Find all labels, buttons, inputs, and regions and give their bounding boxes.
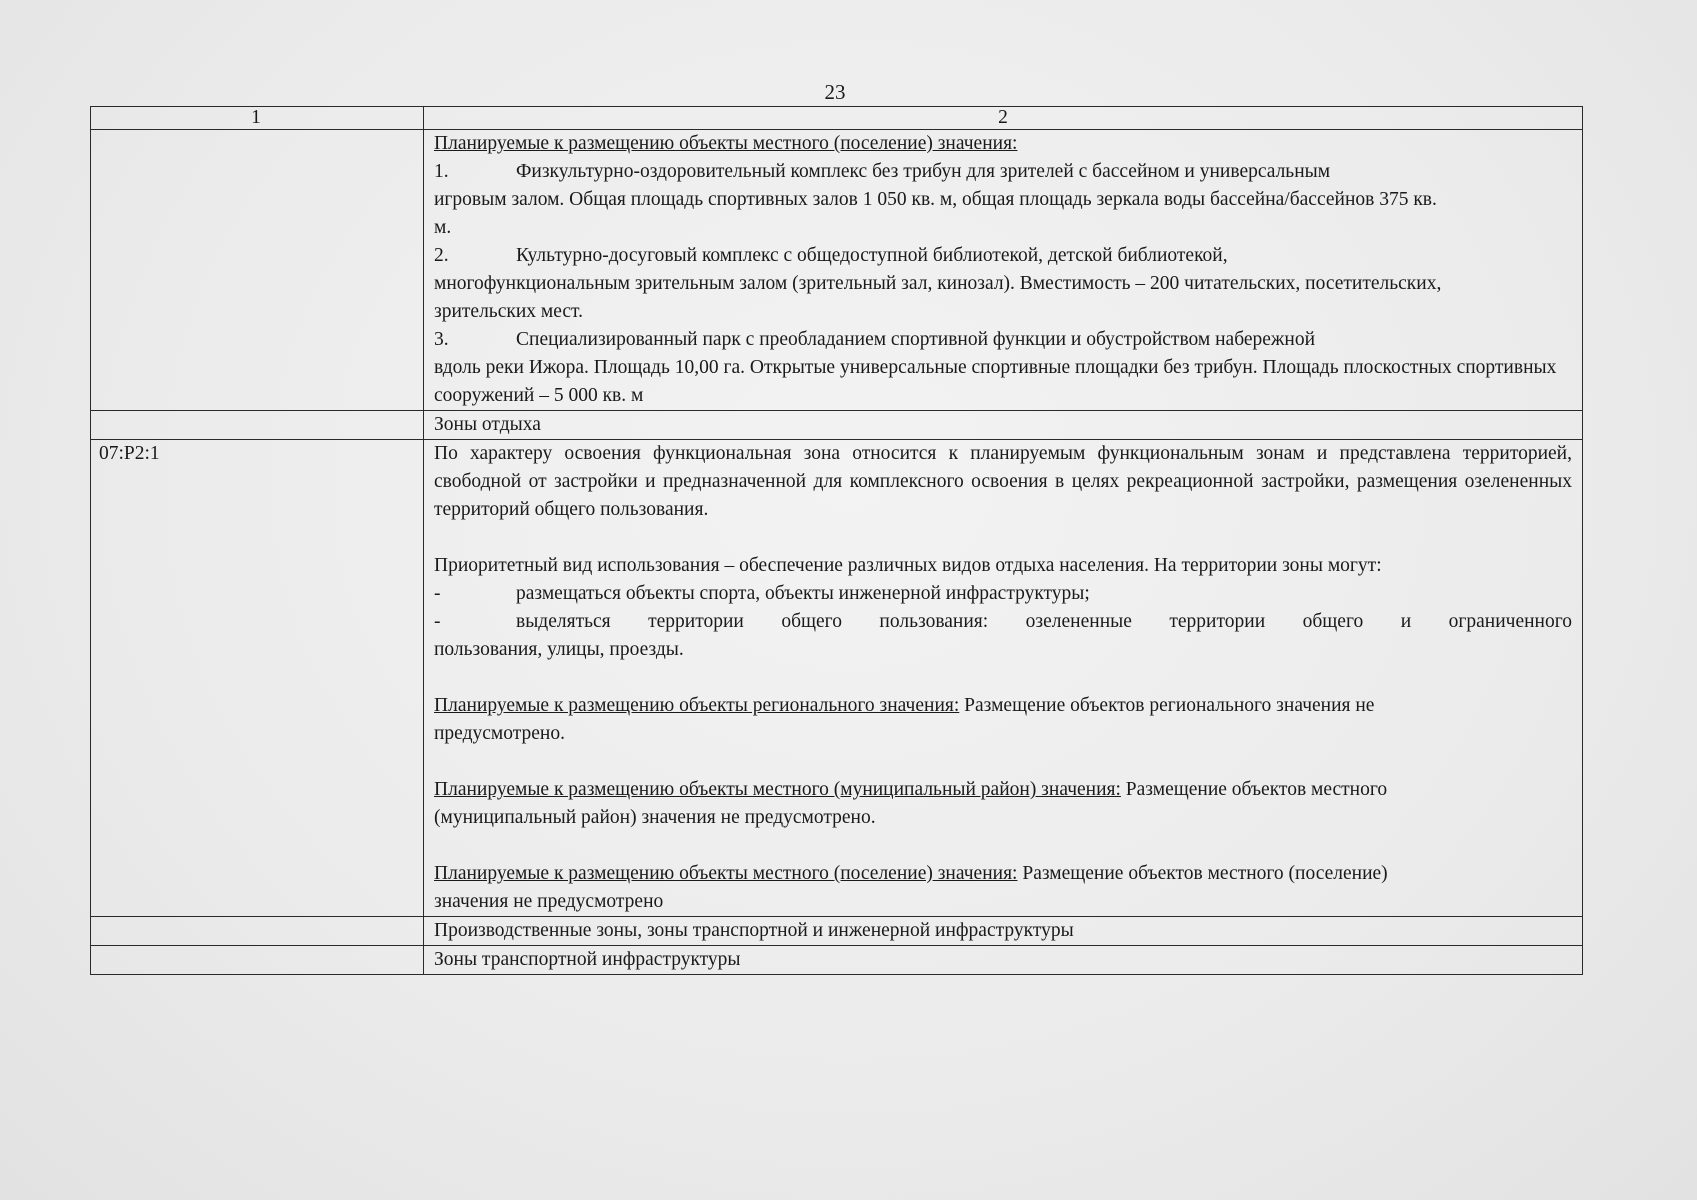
item-number: 2. <box>434 245 449 266</box>
dash-marker: - <box>434 611 441 632</box>
local-objects-text: Размещение объектов местного (поселение) значения не предусмотрено <box>434 863 1388 912</box>
dash-text-rest: пользования, улицы, проезды. <box>434 639 684 660</box>
header-col-2: 2 <box>424 107 1583 130</box>
item-text-rest: вдоль реки Ижора. Площадь 10,00 га. Открытые универсальные спортивные площадки без трибун. Площадь плоскостных спортивных сооружений – 5 000 кв. м <box>434 357 1557 406</box>
local-objects-heading: Планируемые к размещению объекты местного (поселение) значения: <box>434 133 1018 154</box>
table-row <box>91 411 1583 440</box>
item-text-rest: многофункциональным зрительным залом (зрительный зал, кинозал). Вместимость – 200 читательских, посетительских, зрительских мест. <box>434 273 1442 322</box>
zone-group-title: Производственные зоны, зоны транспортной и инженерной инфраструктуры <box>424 917 1583 946</box>
row4-col1 <box>91 917 424 946</box>
zone-paragraph-2: Приоритетный вид использования – обеспечение различных видов отдыха населения. На территории зоны могут: <box>434 555 1382 576</box>
page-number: 23 <box>824 80 846 104</box>
item-text-first: Специализированный парк с преобладанием спортивной функции и обустройством набережной <box>516 329 1316 350</box>
item-text-rest: игровым залом. Общая площадь спортивных залов 1 050 кв. м, общая площадь зеркала воды бассейна/бассейнов 375 кв. м. <box>434 189 1437 238</box>
table-header-row <box>91 107 1583 130</box>
local-objects-heading-2: Планируемые к размещению объекты местного (поселение) значения: <box>434 863 1018 884</box>
municipal-objects-heading: Планируемые к размещению объекты местного (муниципальный район) значения: <box>434 779 1121 800</box>
dash-text-first: выделяться территории общего пользования: озелененные территории общего и ограниченного <box>516 611 1572 632</box>
zones-table <box>90 106 1583 975</box>
dash-text: размещаться объекты спорта, объекты инженерной инфраструктуры; <box>516 583 1090 604</box>
list-item <box>434 158 1572 186</box>
row1-col2 <box>424 130 1583 411</box>
table-row <box>91 130 1583 411</box>
list-item <box>434 326 1572 354</box>
list-item <box>434 608 1572 636</box>
zone-description <box>424 440 1583 917</box>
header-col-1: 1 <box>91 107 424 130</box>
dash-marker: - <box>434 583 441 604</box>
item-number: 1. <box>434 161 449 182</box>
item-text-first: Физкультурно-оздоровительный комплекс без трибун для зрителей с бассейном и универсальным <box>516 161 1331 182</box>
zone-paragraph-1: По характеру освоения функциональная зона относится к планируемым функциональным зонам и представлена территорией, свободной от застройки и предназначенной для комплексного освоения в целях рекреационной застройки, размещения озелененных территорий общего пользования. <box>434 443 1572 520</box>
municipal-objects-block <box>434 776 1484 832</box>
row1-col1 <box>91 130 424 411</box>
regional-objects-text: Размещение объектов регионального значения не предусмотрено. <box>434 695 1375 744</box>
zone-code: 07:Р2:1 <box>91 440 424 917</box>
regional-objects-block <box>434 692 1444 748</box>
item-text-first: Культурно-досуговый комплекс с общедоступной библиотекой, детской библиотекой, <box>516 245 1228 266</box>
row2-col1 <box>91 411 424 440</box>
local-objects-block <box>434 860 1464 916</box>
zone-group-title: Зоны отдыха <box>424 411 1583 440</box>
list-item <box>434 580 1572 608</box>
municipal-objects-text: Размещение объектов местного (муниципальный район) значения не предусмотрено. <box>434 779 1388 828</box>
regional-objects-heading: Планируемые к размещению объекты регионального значения: <box>434 695 960 716</box>
table-row <box>91 946 1583 975</box>
table-row <box>91 440 1583 917</box>
row5-col1 <box>91 946 424 975</box>
table-row <box>91 917 1583 946</box>
item-number: 3. <box>434 329 449 350</box>
zone-group-title: Зоны транспортной инфраструктуры <box>424 946 1583 975</box>
list-item <box>434 242 1572 270</box>
